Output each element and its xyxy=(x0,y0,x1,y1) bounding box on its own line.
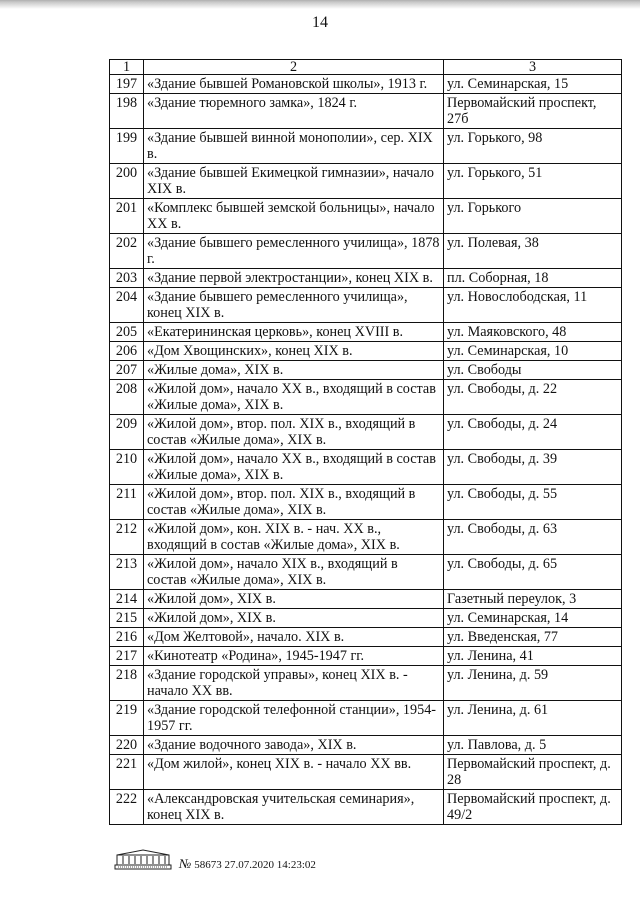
table-row xyxy=(110,628,622,647)
table-row xyxy=(110,415,622,450)
table-row xyxy=(110,342,622,361)
object-name-cell: «Жилой дом», начало XIX в., входящий в состав «Жилые дома», XIX в. xyxy=(144,555,444,590)
object-name-cell: «Жилой дом», втор. пол. XIX в., входящий в состав «Жилые дома», XIX в. xyxy=(144,485,444,520)
object-address-cell: Первомайский проспект, 27б xyxy=(444,94,622,129)
row-number-cell: 205 xyxy=(110,323,144,342)
numero-sign: № xyxy=(179,856,192,871)
object-name-cell: «Александровская учительская семинария», конец XIX в. xyxy=(144,790,444,825)
table-row xyxy=(110,199,622,234)
object-name-cell: «Дом Хвощинских», конец XIX в. xyxy=(144,342,444,361)
registration-footer xyxy=(114,849,474,875)
object-name-cell: «Жилой дом», XIX в. xyxy=(144,590,444,609)
object-name-cell: «Здание бывшего ремесленного училища», конец XIX в. xyxy=(144,288,444,323)
page-number: 14 xyxy=(312,14,328,31)
table-row xyxy=(110,75,622,94)
table-row xyxy=(110,590,622,609)
row-number-cell: 206 xyxy=(110,342,144,361)
table-row xyxy=(110,450,622,485)
object-address-cell: Первомайский проспект, д. 49/2 xyxy=(444,790,622,825)
object-address-cell: ул. Свободы, д. 24 xyxy=(444,415,622,450)
registration-stamp xyxy=(179,856,316,872)
row-number-cell: 204 xyxy=(110,288,144,323)
table-row xyxy=(110,520,622,555)
object-address-cell: пл. Соборная, 18 xyxy=(444,269,622,288)
building-seal-icon xyxy=(114,849,172,871)
object-address-cell: ул. Свободы, д. 55 xyxy=(444,485,622,520)
column-header-object: 2 xyxy=(144,60,444,75)
object-name-cell: «Жилой дом», втор. пол. XIX в., входящий в состав «Жилые дома», XIX в. xyxy=(144,415,444,450)
registration-number-date: 58673 27.07.2020 14:23:02 xyxy=(194,859,316,871)
object-name-cell: «Жилой дом», кон. XIX в. - нач. XX в., входящий в состав «Жилые дома», XIX в. xyxy=(144,520,444,555)
table-row xyxy=(110,647,622,666)
scan-edge-shadow xyxy=(0,0,640,10)
object-name-cell: «Жилые дома», XIX в. xyxy=(144,361,444,380)
row-number-cell: 200 xyxy=(110,164,144,199)
row-number-cell: 221 xyxy=(110,755,144,790)
row-number-cell: 197 xyxy=(110,75,144,94)
object-name-cell: «Жилой дом», начало XX в., входящий в состав «Жилые дома», XIX в. xyxy=(144,450,444,485)
table-row xyxy=(110,701,622,736)
object-address-cell: ул. Семинарская, 14 xyxy=(444,609,622,628)
object-address-cell: ул. Горького xyxy=(444,199,622,234)
table-row xyxy=(110,666,622,701)
table-row xyxy=(110,164,622,199)
table-row xyxy=(110,380,622,415)
object-address-cell: ул. Свободы, д. 39 xyxy=(444,450,622,485)
object-name-cell: «Екатерининская церковь», конец XVIII в. xyxy=(144,323,444,342)
object-name-cell: «Дом Желтовой», начало. XIX в. xyxy=(144,628,444,647)
object-name-cell: «Здание первой электростанции», конец XIX в. xyxy=(144,269,444,288)
table-row xyxy=(110,790,622,825)
object-name-cell: «Здание городской телефонной станции», 1954-1957 гг. xyxy=(144,701,444,736)
row-number-cell: 207 xyxy=(110,361,144,380)
column-header-number: 1 xyxy=(110,60,144,75)
row-number-cell: 213 xyxy=(110,555,144,590)
table-row xyxy=(110,736,622,755)
row-number-cell: 201 xyxy=(110,199,144,234)
table-row xyxy=(110,234,622,269)
row-number-cell: 214 xyxy=(110,590,144,609)
row-number-cell: 208 xyxy=(110,380,144,415)
object-address-cell: ул. Свободы, д. 65 xyxy=(444,555,622,590)
object-address-cell: ул. Горького, 51 xyxy=(444,164,622,199)
object-name-cell: «Жилой дом», начало XX в., входящий в состав «Жилые дома», XIX в. xyxy=(144,380,444,415)
table-row xyxy=(110,485,622,520)
object-name-cell: «Жилой дом», XIX в. xyxy=(144,609,444,628)
object-address-cell: ул. Маяковского, 48 xyxy=(444,323,622,342)
object-address-cell: ул. Полевая, 38 xyxy=(444,234,622,269)
table-row xyxy=(110,94,622,129)
row-number-cell: 215 xyxy=(110,609,144,628)
row-number-cell: 216 xyxy=(110,628,144,647)
row-number-cell: 211 xyxy=(110,485,144,520)
object-name-cell: «Здание тюремного замка», 1824 г. xyxy=(144,94,444,129)
object-address-cell: ул. Введенская, 77 xyxy=(444,628,622,647)
table-row xyxy=(110,269,622,288)
object-address-cell: ул. Новослободская, 11 xyxy=(444,288,622,323)
row-number-cell: 222 xyxy=(110,790,144,825)
column-header-address: 3 xyxy=(444,60,622,75)
object-address-cell: ул. Семинарская, 15 xyxy=(444,75,622,94)
row-number-cell: 199 xyxy=(110,129,144,164)
object-name-cell: «Дом жилой», конец XIX в. - начало XX вв. xyxy=(144,755,444,790)
object-name-cell: «Здание бывшей Романовской школы», 1913 г. xyxy=(144,75,444,94)
object-name-cell: «Кинотеатр «Родина», 1945-1947 гг. xyxy=(144,647,444,666)
object-address-cell: ул. Свободы, д. 63 xyxy=(444,520,622,555)
row-number-cell: 220 xyxy=(110,736,144,755)
object-address-cell: ул. Ленина, д. 61 xyxy=(444,701,622,736)
object-name-cell: «Комплекс бывшей земской больницы», начало XX в. xyxy=(144,199,444,234)
row-number-cell: 210 xyxy=(110,450,144,485)
object-address-cell: ул. Семинарская, 10 xyxy=(444,342,622,361)
row-number-cell: 209 xyxy=(110,415,144,450)
table-row xyxy=(110,361,622,380)
object-address-cell: ул. Горького, 98 xyxy=(444,129,622,164)
table-row xyxy=(110,555,622,590)
object-name-cell: «Здание городской управы», конец XIX в. - начало XX вв. xyxy=(144,666,444,701)
row-number-cell: 203 xyxy=(110,269,144,288)
object-address-cell: ул. Ленина, д. 59 xyxy=(444,666,622,701)
table-row xyxy=(110,323,622,342)
object-address-cell: ул. Павлова, д. 5 xyxy=(444,736,622,755)
object-name-cell: «Здание бывшего ремесленного училища», 1878 г. xyxy=(144,234,444,269)
object-address-cell: ул. Ленина, 41 xyxy=(444,647,622,666)
object-name-cell: «Здание бывшей Екимецкой гимназии», начало XIX в. xyxy=(144,164,444,199)
table-row xyxy=(110,609,622,628)
table-row xyxy=(110,755,622,790)
row-number-cell: 219 xyxy=(110,701,144,736)
heritage-objects-table xyxy=(109,59,622,825)
row-number-cell: 202 xyxy=(110,234,144,269)
table-row xyxy=(110,129,622,164)
row-number-cell: 218 xyxy=(110,666,144,701)
row-number-cell: 217 xyxy=(110,647,144,666)
table-row xyxy=(110,288,622,323)
table-header-row xyxy=(110,60,622,75)
object-address-cell: ул. Свободы xyxy=(444,361,622,380)
row-number-cell: 198 xyxy=(110,94,144,129)
object-name-cell: «Здание бывшей винной монополии», сер. XIX в. xyxy=(144,129,444,164)
table-body xyxy=(110,75,622,825)
row-number-cell: 212 xyxy=(110,520,144,555)
object-name-cell: «Здание водочного завода», XIX в. xyxy=(144,736,444,755)
object-address-cell: Первомайский проспект, д. 28 xyxy=(444,755,622,790)
object-address-cell: ул. Свободы, д. 22 xyxy=(444,380,622,415)
object-address-cell: Газетный переулок, 3 xyxy=(444,590,622,609)
